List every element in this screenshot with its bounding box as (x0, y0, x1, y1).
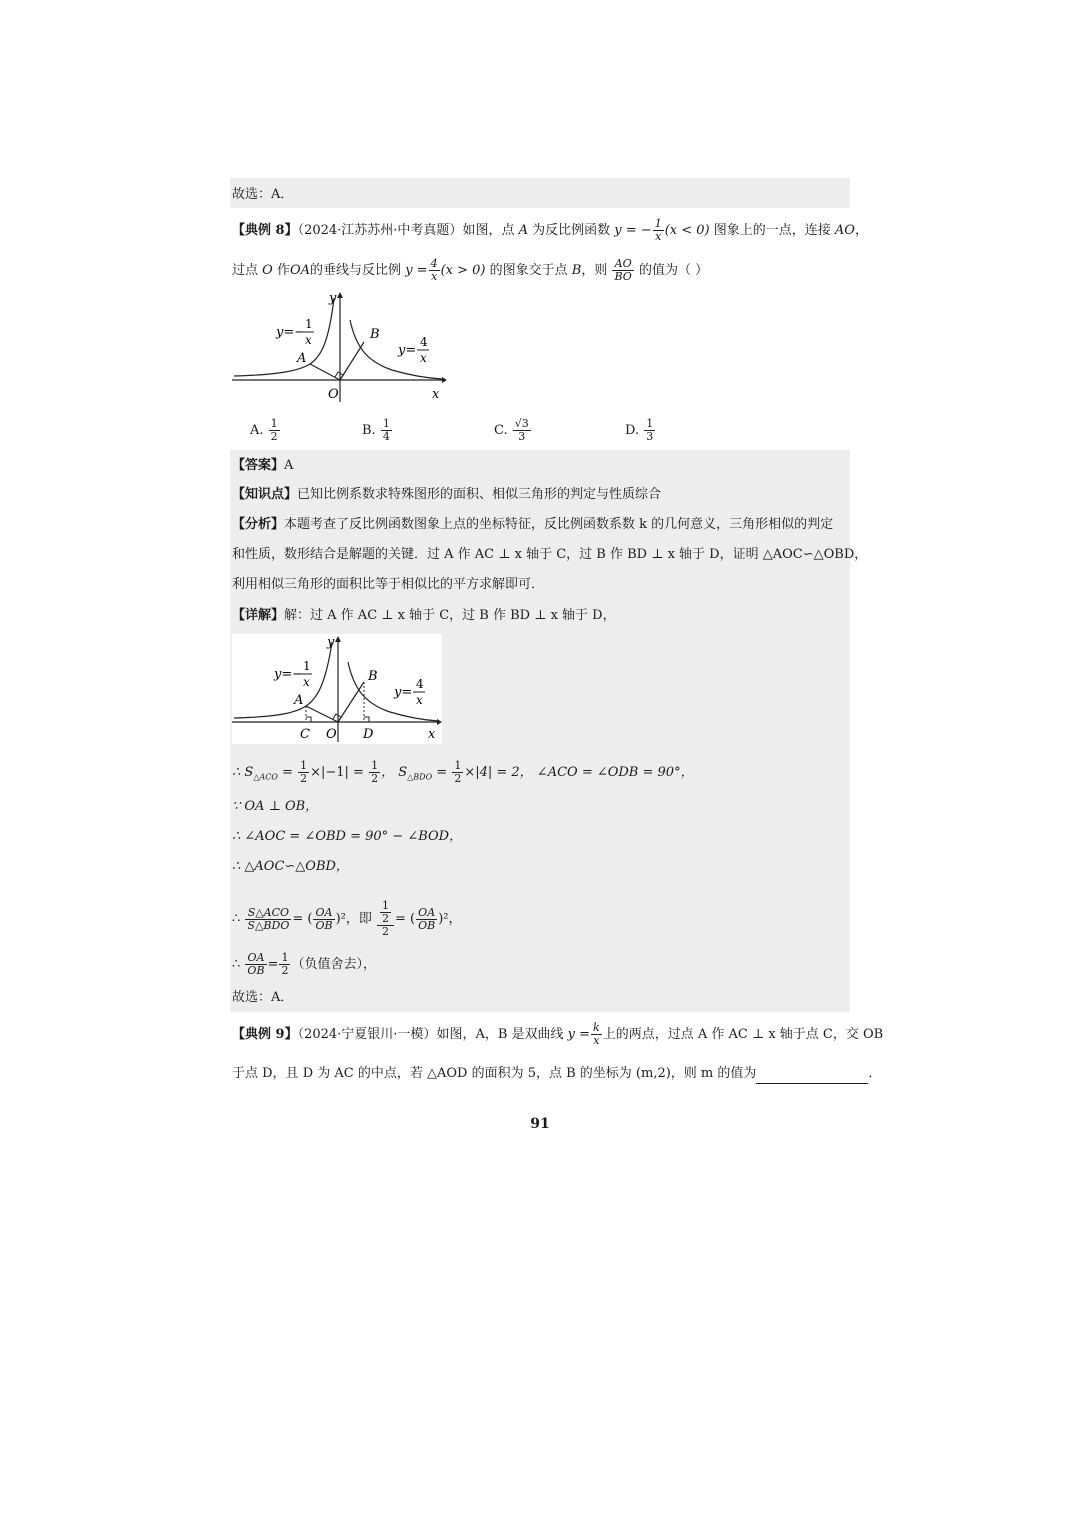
label-point-b: B (370, 327, 380, 342)
frac-num: k (593, 1021, 600, 1034)
frac-num: 1 (454, 759, 462, 772)
fraction (591, 1022, 602, 1047)
text: = (277, 765, 298, 780)
top-conclusion: 故选：A． (232, 187, 294, 202)
text: = ( (292, 911, 313, 927)
frac-num: 4 (430, 257, 438, 270)
frac-num: 1 (270, 417, 278, 430)
text: 为反比例函数 (532, 223, 611, 238)
example8-line1 (232, 218, 868, 243)
step-2: ∵ OA ⊥ OB， (232, 799, 319, 814)
text: )²，即 (335, 911, 372, 927)
option-letter: B. (362, 423, 376, 438)
label-f1-den: x (305, 333, 312, 347)
frac-den: 2 (270, 430, 278, 443)
text: 的垂线与反比例 (310, 263, 402, 278)
fraction (298, 760, 309, 785)
option-fraction (513, 418, 531, 443)
fraction (452, 760, 463, 785)
example9-source: （2024·宁夏银川·一模） (297, 1027, 437, 1042)
option-b[interactable] (362, 418, 393, 443)
option-c[interactable] (494, 418, 532, 443)
step-6 (232, 952, 376, 977)
bottom-conclusion: 故选：A． (232, 990, 294, 1005)
knowledge-text: 已知比例系数求特殊图形的面积、相似三角形的判定与性质综合 (297, 487, 662, 502)
label-f1-lhs: y=− (274, 667, 304, 682)
text: ×|−1| = (310, 765, 369, 780)
frac-num: OA (416, 907, 437, 920)
frac-num: 1 (371, 759, 379, 772)
frac-num: OA (313, 907, 334, 920)
text: 如图，A，B 是双曲线 (436, 1027, 564, 1042)
example8-label: 【典例 8】 (232, 223, 298, 238)
fraction (429, 258, 440, 283)
text: ∴ (232, 911, 241, 927)
fraction (380, 900, 391, 925)
frac-den: 3 (646, 430, 654, 443)
frac-den: OB (418, 918, 436, 932)
top-answer-shade (230, 178, 850, 208)
option-letter: A. (250, 423, 264, 438)
var: B (571, 263, 582, 278)
frac-den: 2 (382, 912, 389, 925)
fraction (416, 907, 437, 932)
frac-num: AO (612, 258, 633, 271)
subscript: △BDO (407, 772, 433, 782)
func-lhs: y = − (614, 223, 652, 238)
frac-den: 4 (382, 430, 390, 443)
var: O (262, 263, 273, 278)
text: ，则 (581, 263, 608, 278)
segment-oa (310, 364, 340, 380)
graph-2 (232, 634, 442, 744)
text: ∴ (232, 957, 241, 972)
option-fraction (269, 418, 280, 443)
ratio-fraction (612, 258, 633, 283)
frac-den: OB (315, 918, 333, 932)
label-x: x (428, 727, 436, 742)
frac-num: 1 (382, 417, 390, 430)
frac-den: x (430, 270, 438, 283)
label-f2-den: x (420, 351, 427, 365)
func-cond: (x > 0) (440, 263, 486, 278)
frac-den: x (655, 230, 662, 243)
text: （负值舍去）， (291, 957, 376, 972)
fraction (369, 760, 380, 785)
text: 作 (276, 263, 290, 278)
analysis-line3: 利用相似三角形的面积比等于相似比的平方求解即可． (232, 577, 545, 592)
x-axis-arrow (442, 377, 447, 383)
text: 图象上的一点，连接 (713, 223, 831, 238)
frac-den: BO (614, 270, 632, 283)
var: OA (289, 263, 311, 278)
label-point-a: A (297, 351, 307, 366)
text: 的值为（ ） (638, 263, 709, 278)
step-4: ∴ △AOC∽△OBD， (232, 859, 349, 874)
label-point-c: C (300, 727, 310, 742)
text: 于点 D，且 D 为 AC 的中点，若 △AOD 的面积为 5，点 B 的坐标为 (m,2)，则 m 的值为 (232, 1066, 757, 1081)
knowledge-line (232, 485, 661, 505)
fraction (653, 218, 664, 243)
example8-source: （2024·江苏苏州·中考真题） (297, 223, 463, 238)
text: = ( (395, 911, 416, 927)
step-3: ∴ ∠AOC = ∠OBD = 90° − ∠BOD， (232, 829, 463, 844)
frac-num: 1 (654, 217, 662, 230)
label-f2-num: 4 (416, 677, 424, 691)
text: 的图象交于点 (489, 263, 568, 278)
fraction (313, 907, 334, 932)
frac-num (377, 900, 394, 926)
frac-num: 1 (300, 759, 308, 772)
text: 上的两点，过点 A 作 AC ⊥ x 轴于点 C，交 OB (602, 1027, 884, 1042)
example8-line2 (232, 258, 708, 283)
label-origin: O (328, 387, 339, 402)
frac-den: OB (247, 964, 265, 977)
var: A (518, 223, 528, 238)
detail-text: 解：过 A 作 AC ⊥ x 轴于 C，过 B 作 BD ⊥ x 轴于 D， (284, 608, 616, 623)
text: ∴ S (232, 765, 254, 780)
option-fraction (381, 418, 392, 443)
label-origin: O (326, 727, 337, 742)
label-x: x (432, 387, 440, 402)
example9-label: 【典例 9】 (232, 1027, 298, 1042)
label-point-a: A (294, 693, 304, 708)
frac-den: S△BDO (247, 918, 290, 932)
label-y: y (329, 291, 337, 306)
page-number: 91 (530, 1116, 550, 1132)
nested-fraction (377, 900, 394, 938)
fraction (245, 907, 291, 932)
func-lhs: y = (405, 263, 428, 278)
label-y: y (327, 635, 335, 650)
fraction (279, 952, 290, 977)
example9-line2 (232, 1064, 881, 1084)
fraction (245, 952, 266, 977)
frac-den: 2 (281, 964, 289, 977)
func-cond: (x < 0) (664, 223, 710, 238)
option-fraction (644, 418, 655, 443)
text: ， S (381, 765, 408, 780)
label-f2-den: x (416, 693, 423, 707)
answer-value: A (284, 458, 294, 473)
analysis-line2: 和性质，数形结合是解题的关键．过 A 作 AC ⊥ x 轴于 C，过 B 作 BD ⊥ x 轴于 D，证明 △AOC∽△OBD， (232, 547, 868, 562)
func-lhs: y = (567, 1027, 591, 1042)
answer-blank[interactable] (756, 1069, 868, 1084)
frac-den: 2 (371, 772, 379, 785)
graph-1 (232, 290, 447, 405)
label-f1-num: 1 (305, 317, 313, 331)
detail-line (232, 606, 616, 626)
var: AO (834, 223, 855, 238)
text: 过点 (232, 263, 259, 278)
option-d[interactable] (625, 418, 656, 443)
detail-label: 【详解】 (232, 608, 285, 623)
label-point-b: B (368, 669, 378, 684)
label-f1-den: x (303, 675, 310, 689)
step-1 (232, 760, 694, 788)
option-letter: D. (625, 423, 640, 438)
analysis-text: 本题考查了反比例函数图象上点的坐标特征，反比例函数系数 k 的几何意义，三角形相似的判定 (284, 517, 834, 532)
segment-ob (340, 342, 364, 380)
option-letter: C. (494, 423, 508, 438)
text: = (432, 765, 452, 780)
text: ×|4| = 2， ∠ACO = ∠ODB = 90°， (464, 765, 694, 780)
label-f1-lhs: y=− (276, 325, 306, 340)
example9-line1 (232, 1022, 883, 1047)
label-point-d: D (363, 727, 374, 742)
frac-den: 2 (454, 772, 462, 785)
text: )²， (438, 911, 462, 927)
text: = (267, 957, 279, 972)
subscript: △ACO (253, 772, 278, 782)
frac-num: S△ACO (245, 907, 291, 920)
frac-num: OA (245, 952, 266, 965)
text: ， (854, 223, 868, 238)
analysis-label: 【分析】 (232, 517, 285, 532)
text: ． (868, 1066, 882, 1081)
label-f2-num: 4 (420, 335, 428, 349)
label-f2-lhs: y= (398, 343, 417, 358)
text: 如图，点 (462, 223, 515, 238)
option-a[interactable] (250, 418, 281, 443)
answer-label: 【答案】 (232, 458, 285, 473)
frac-den: x (593, 1034, 600, 1047)
step-5 (232, 900, 462, 938)
label-f2-lhs: y= (394, 685, 413, 700)
frac-den: 2 (382, 925, 389, 938)
label-f1-num: 1 (303, 659, 311, 673)
analysis-line1 (232, 515, 833, 535)
frac-den: 3 (518, 430, 526, 443)
answer-line (232, 456, 293, 476)
y-axis-arrow (337, 292, 343, 298)
frac-num: 1 (646, 417, 654, 430)
frac-num: 1 (382, 899, 389, 912)
knowledge-label: 【知识点】 (232, 487, 298, 502)
frac-num: √3 (514, 417, 529, 430)
frac-den: 2 (300, 772, 308, 785)
frac-num: 1 (281, 951, 289, 964)
